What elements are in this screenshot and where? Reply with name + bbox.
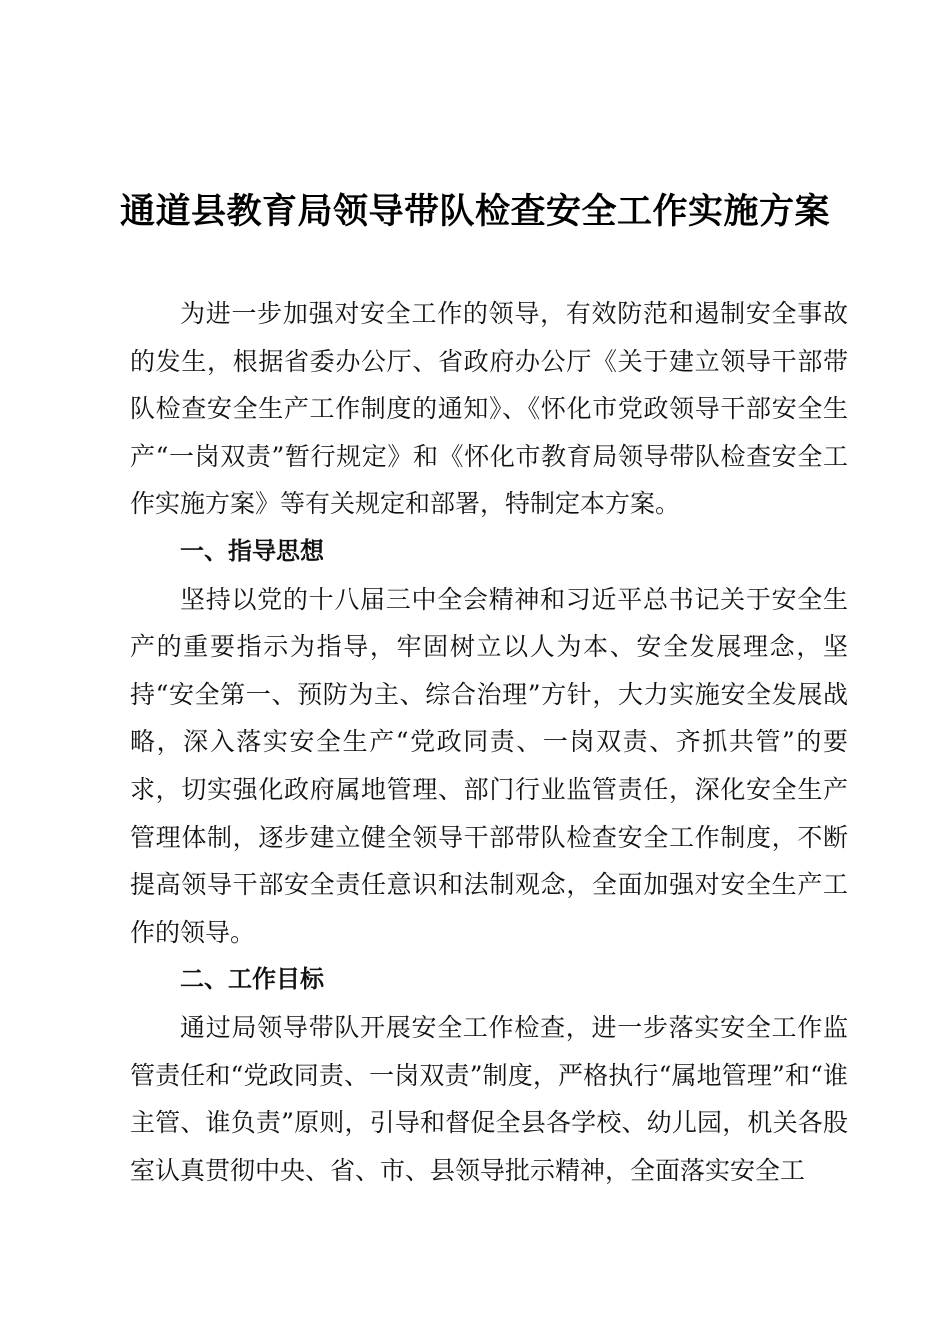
document-title: 通道县教育局领导带队检查安全工作实施方案 [119,191,830,232]
section-paragraph-guiding-ideology: 坚持以党的十八届三中全会精神和习近平总书记关于安全生产的重要指示为指导，牢固树立以人为本、安全发展理念，坚持“安全第一、预防为主、综合治理”方针，大力实施安全发展战略，深入落实安全生产“党政同责、一岗双责、齐抓共管”的要求，切实强化政府属地管理、部门行业监管责任，深化安全生产管理体制，逐步建立健全领导干部带队检查安全工作制度，不断提高领导干部安全责任意识和法制观念，全面加强对安全生产工作的领导。 [130,584,848,947]
section-paragraph-work-goals: 通过局领导带队开展安全工作检查，进一步落实安全工作监管责任和“党政同责、一岗双责”制度，严格执行“属地管理”和“谁主管、谁负责”原则，引导和督促全县各学校、幼儿园，机关各股室认真贯彻中央、省、市、县领导批示精神，全面落实安全工 [130,1012,848,1185]
section-heading-guiding-ideology: 一、指导思想 [180,536,324,565]
intro-paragraph: 为进一步加强对安全工作的领导，有效防范和遏制安全事故的发生，根据省委办公厅、省政府办公厅《关于建立领导干部带队检查安全生产工作制度的通知》、《怀化市党政领导干部安全生产“一岗双责”暂行规定》和《怀化市教育局领导带队检查安全工作实施方案》等有关规定和部署，特制定本方案。 [130,299,848,519]
section-heading-work-goals: 二、工作目标 [180,965,324,994]
document-body [130,290,848,1194]
